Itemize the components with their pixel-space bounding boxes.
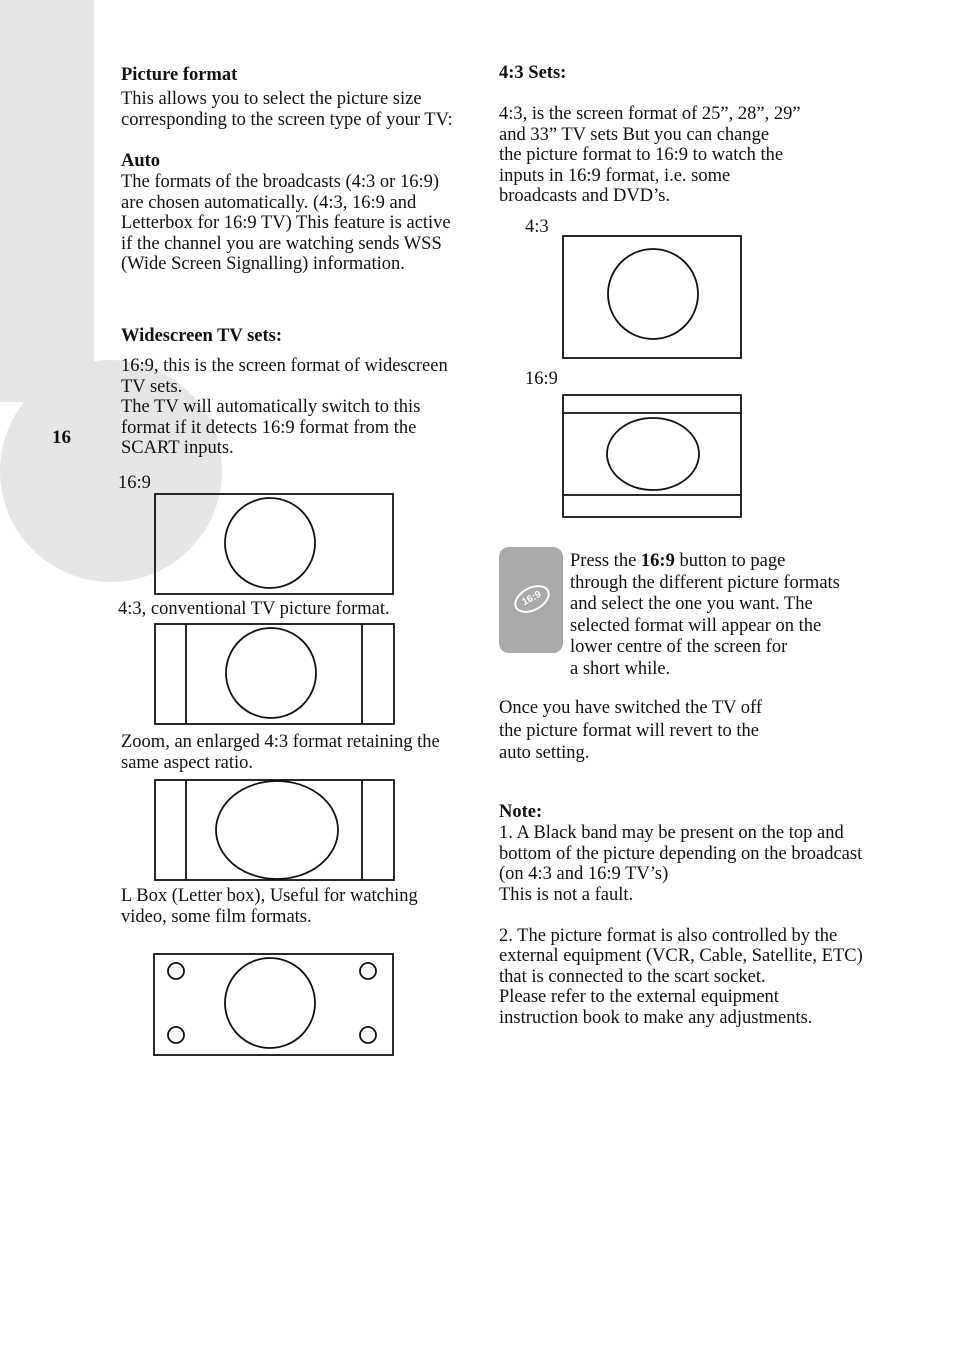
caption-zoom: Zoom, an enlarged 4:3 format retaining the same aspect ratio. xyxy=(121,732,440,773)
caption-letterbox: L Box (Letter box), Useful for watching video, some film formats. xyxy=(121,886,418,927)
diagram-4-3-pillarbox xyxy=(154,623,395,725)
press-text-key: 16:9 xyxy=(640,551,675,571)
widescreen-text: 16:9, this is the screen format of widescreen TV sets. The TV will automatically switch to this format if it detects 16:9 format from the SCART inputs. xyxy=(121,356,448,458)
note-heading: Note: xyxy=(499,802,543,822)
widescreen-heading: Widescreen TV sets: xyxy=(121,326,283,346)
diagram-4-3-set xyxy=(562,235,742,359)
remote-16-9-button xyxy=(499,547,563,653)
diagram-16-9-on-4-3-set xyxy=(562,394,742,518)
picture-format-text: This allows you to select the picture size corresponding to the screen type of your TV: xyxy=(121,89,453,130)
press-text-before: Press the xyxy=(570,551,641,571)
side-band xyxy=(0,0,94,402)
switch-off-text: Once you have switched the TV off the picture format will revert to the auto setting. xyxy=(499,698,763,763)
label-16-9-left: 16:9 xyxy=(118,473,151,493)
sets-4-3-text: 4:3, is the screen format of 25”, 28”, 29” and 33” TV sets But you can change the picture format to 16:9 to watch the inputs in 16:9 format, i.e. some broadcasts and DVD’s. xyxy=(499,104,801,206)
label-4-3-right: 4:3 xyxy=(525,217,549,237)
diagram-zoom xyxy=(154,779,395,881)
picture-format-heading: Picture format xyxy=(121,65,238,85)
label-16-9-right: 16:9 xyxy=(525,369,558,389)
diagram-16-9-widescreen xyxy=(154,493,394,595)
remote-16-9-key-icon: 16:9 xyxy=(510,579,555,618)
press-text-after: button to page through the different picture formats and select the one you want. The selected format will appear on the lower centre of the screen for a short while. xyxy=(570,551,840,679)
auto-heading: Auto xyxy=(121,151,161,171)
auto-text: The formats of the broadcasts (4:3 or 16:9) are chosen automatically. (4:3, 16:9 and Letterbox for 16:9 TV) This feature is active if the channel you are watching sends WSS (Wide Screen Signalling) information. xyxy=(121,172,451,274)
diagram-letterbox xyxy=(153,953,394,1056)
caption-4-3: 4:3, conventional TV picture format. xyxy=(118,599,390,619)
page-number: 16 xyxy=(52,427,71,448)
sets-4-3-heading: 4:3 Sets: xyxy=(499,63,567,83)
note-text: 1. A Black band may be present on the top and bottom of the picture depending on the broadcast (on 4:3 and 16:9 TV’s) This is not a fault. 2. The picture format is also controlled by the external equipment (VCR, Cable, Satellite, ETC) that is connected to the scart socket. Please refer to the external equipment instruction book to make any adjustments. xyxy=(499,823,863,1028)
press-16-9-text xyxy=(570,551,840,680)
